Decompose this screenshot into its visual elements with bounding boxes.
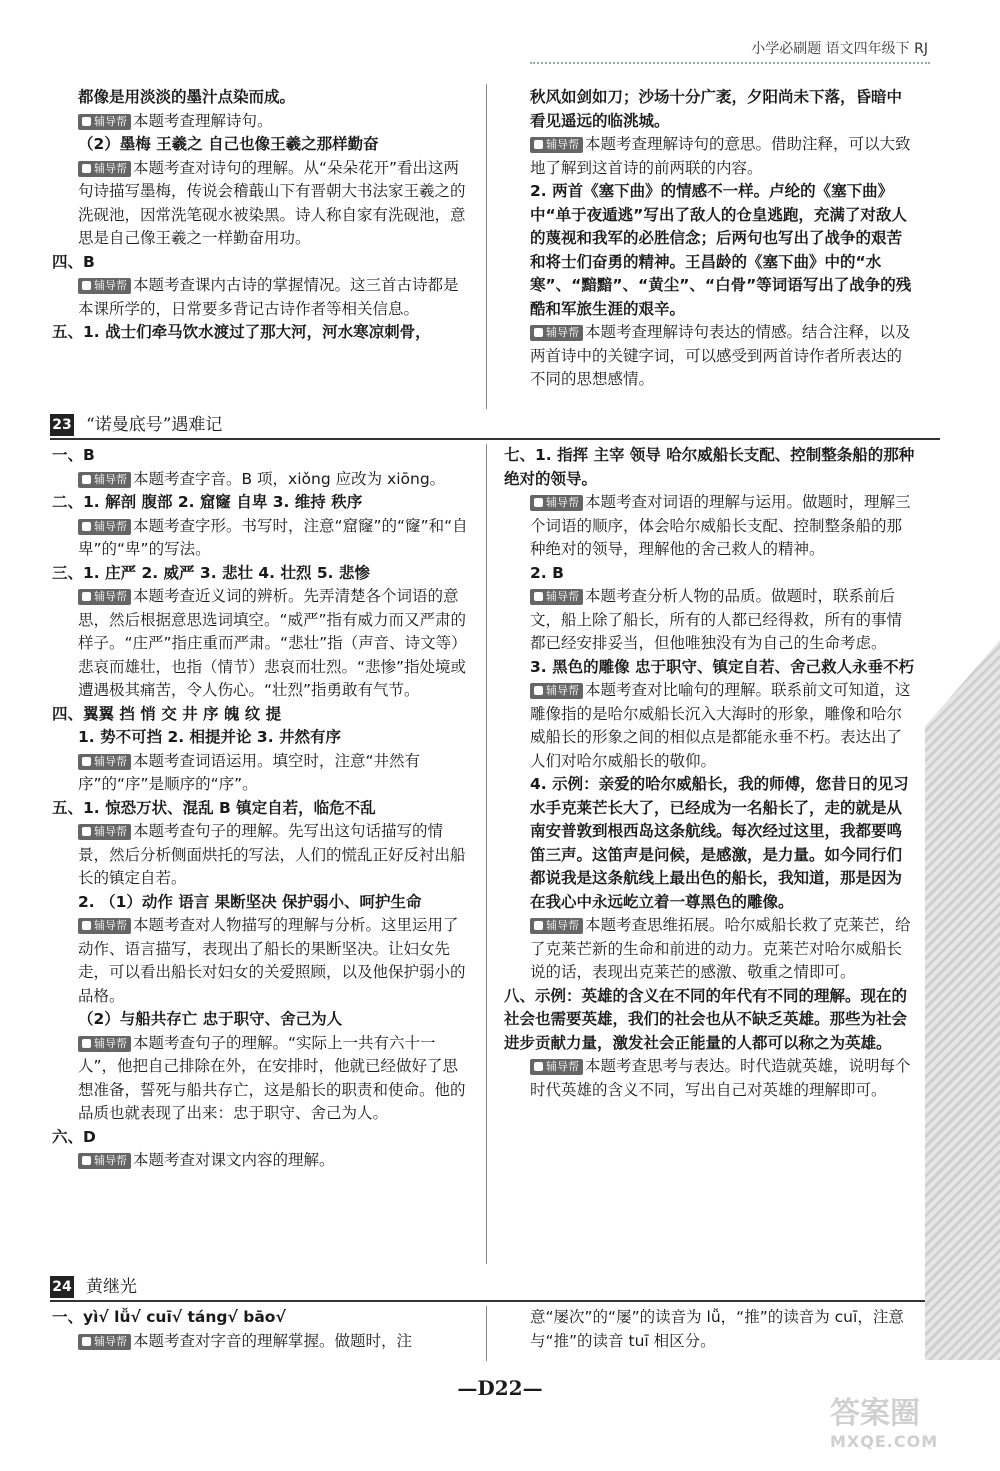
tutor-tag: 辅导帮 [78, 519, 131, 535]
column-divider-bottom [486, 1306, 487, 1361]
tutor-tag: 辅导帮 [78, 114, 131, 130]
tutor-tag: 辅导帮 [78, 824, 131, 840]
decorative-stripe [925, 640, 1000, 1360]
mid-left-column [52, 444, 470, 1173]
tutor-tag: 辅导帮 [530, 137, 583, 153]
tutor-note: 辅导帮 本题考查近义词的辨析。先弄清楚各个词语的意思，然后根据意思选词填空。“威严”指有威力而又严肃的样子。“庄严”指庄重而严肃。“悲壮”指（声音、诗文等）悲哀而雄壮，也指（情节）悲哀而壮烈。“悲惨”指处境或遭遇极其痛苦，令人伤心。“壮烈”指勇敢有气节。 [78, 587, 467, 699]
answer-line: 四、翼翼 挡 悄 交 井 序 魄 纹 提 [52, 704, 282, 723]
answer-line: 3. 黑色的雕像 忠于职守、镇定自若、舍己救人永垂不朽 [530, 657, 914, 676]
answer-line: 一、yì√ lǚ√ cuī√ táng√ bāo√ [52, 1308, 286, 1326]
tutor-tag: 辅导帮 [78, 1334, 131, 1350]
section-header-23 [50, 414, 940, 440]
tutor-tag: 辅导帮 [530, 495, 583, 511]
tutor-note: 辅导帮 本题考查对人物描写的理解与分析。这里运用了动作、语言描写，表现出了船长的果断坚决。让妇女先走，可以看出船长对妇女的关爱照顾，以及他保护弱小的品格。 [78, 916, 466, 1005]
tutor-note: 辅导帮 本题考查思考与表达。时代造就英雄，说明每个时代英雄的含义不同，写出自己对英雄的理解即可。 [530, 1057, 911, 1099]
section-number: 24 [50, 1276, 74, 1298]
tutor-tag: 辅导帮 [78, 278, 131, 294]
answer-line: 都像是用淡淡的墨汁点染而成。 [78, 88, 296, 106]
tutor-tag: 辅导帮 [78, 754, 131, 770]
answer-line: 二、1. 解剖 腹部 2. 窟窿 自卑 3. 维持 秩序 [52, 493, 363, 511]
section-title: “诺曼底号”遇难记 [86, 415, 223, 435]
answer-line: 四、B [52, 252, 95, 271]
answer-line: 五、1. 惊恐万状、混乱 B 镇定自若，临危不乱 [52, 798, 376, 817]
bottom-left-column [52, 1306, 470, 1353]
column-divider-top [486, 84, 487, 409]
tutor-tag: 辅导帮 [530, 589, 583, 605]
tutor-note: 辅导帮 本题考查课内古诗的掌握情况。这三首古诗都是本课所学的，日常要多背记古诗作者等相关信息。 [78, 276, 459, 318]
page-number: —D22— [457, 1376, 543, 1400]
bottom-right-column [504, 1306, 916, 1353]
mid-right-column [504, 444, 916, 1102]
tutor-tag: 辅导帮 [78, 589, 131, 605]
answer-line: 2. 两首《塞下曲》的情感不一样。卢纶的《塞下曲》中“单于夜遁逃”写出了敌人的仓皇逃跑，充满了对敌人的蔑视和我军的必胜信念；后两句也写出了战争的艰苦和将士们奋勇的精神。王昌龄的《塞下曲》中的“水寒”、“黯黯”、“黄尘”、“白骨”等词语写出了战争的残酷和军旅生涯的艰辛。 [530, 182, 912, 318]
answer-line: 三、1. 庄严 2. 威严 3. 悲壮 4. 壮烈 5. 悲惨 [52, 563, 370, 582]
section-title: 黄继光 [86, 1277, 137, 1297]
header-dotted-rule [530, 62, 930, 64]
tutor-tag: 辅导帮 [530, 918, 583, 934]
tutor-note: 辅导帮 本题考查字形。书写时，注意“窟窿”的“窿”和“自卑”的“卑”的写法。 [78, 516, 468, 558]
tutor-tag: 辅导帮 [78, 472, 131, 488]
tutor-tag: 辅导帮 [78, 1036, 131, 1052]
tutor-note: 辅导帮 本题考查词语运用。填空时，注意“井然有序”的“序”是顺序的“序”。 [78, 751, 421, 793]
answer-line: （2）墨梅 王羲之 自己也像王羲之那样勤奋 [78, 135, 379, 153]
tutor-note: 辅导帮 本题考查思维拓展。哈尔威船长救了克莱芒，给了克莱芒新的生命和前进的动力。克莱芒对哈尔威船长说的话，表现出克莱芒的感激、敬重之情即可。 [530, 916, 911, 981]
tutor-note: 辅导帮 本题考查对课文内容的理解。 [52, 1149, 470, 1173]
answer-line: 2. B [530, 563, 564, 582]
tutor-tag: 辅导帮 [530, 1059, 583, 1075]
tutor-note: 辅导帮 本题考查句子的理解。先写出这句话描写的情景，然后分析侧面烘托的写法，人们的慌乱正好反衬出船长的镇定自若。 [78, 822, 466, 887]
tutor-tag: 辅导帮 [78, 918, 131, 934]
answer-line: （2）与船共存亡 忠于职守、舍己为人 [78, 1010, 343, 1028]
section-number: 23 [50, 414, 74, 436]
tutor-note: 辅导帮 本题考查对诗句的理解。从“朵朵花开”看出这两句诗描写墨梅，传说会稽蕺山下有晋朝大书法家王羲之的洗砚池，因常洗笔砚水被染黑。诗人称自家有洗砚池，意思是自己像王羲之一样勤奋用功。 [78, 158, 466, 247]
answer-line: 辅导帮 本题考查对字音的理解掌握。做题时，注 [52, 1330, 470, 1354]
tutor-tag: 辅导帮 [78, 1153, 131, 1169]
top-left-column [52, 86, 470, 345]
tutor-note: 辅导帮 本题考查对词语的理解与运用。做题时，理解三个词语的顺序，体会哈尔威船长支配、控制整条船的那种绝对的领导，理解他的舍己救人的精神。 [530, 493, 911, 558]
tutor-note: 辅导帮 本题考查对比喻句的理解。联系前文可知道，这雕像指的是哈尔威船长沉入大海时的形象，雕像和哈尔威船长的形象之间的相似点是都能永垂不朽。表达出了人们对哈尔威船长的敬仰。 [530, 681, 911, 770]
page-header: 小学必刷题 语文四年级下 RJ [751, 41, 928, 57]
answer-line: 八、示例：英雄的含义在不同的年代有不同的理解。现在的社会也需要英雄，我们的社会也从不缺乏英雄。那些为社会进步贡献力量，激发社会正能量的人都可以称之为英雄。 [504, 986, 908, 1052]
answer-line: 意“屡次”的“屡”的读音为 lǚ，“推”的读音为 cuī，注意与“推”的读音 tuī 相区分。 [530, 1308, 904, 1350]
answer-line: 4. 示例：亲爱的哈尔威船长，我的师傅，您昔日的见习水手克莱芒长大了，已经成为一名船长了，走的就是从南安普敦到根西岛这条航线。每次经过这里，我都要鸣笛三声。这笛声是问候，是感激，是力量。如今同行们都说我是这条航线上最出色的船长，我知道，那是因为在我心中永远屹立着一尊黑色的雕像。 [530, 775, 909, 911]
answer-line: 七、1. 指挥 主宰 领导 哈尔威船长支配、控制整条船的那种绝对的领导。 [504, 446, 915, 488]
tutor-note: 辅导帮 本题考查理解诗句的意思。借助注释，可以大致地了解到这首诗的前两联的内容。 [530, 135, 911, 177]
answer-line: 六、D [52, 1127, 96, 1146]
column-divider-mid [486, 444, 487, 1264]
answer-line: 一、B [52, 446, 95, 464]
section-header-24 [50, 1276, 940, 1302]
tutor-note: 辅导帮 本题考查字音。B 项，xiǒng 应改为 xiōng。 [52, 468, 470, 492]
tutor-tag: 辅导帮 [530, 683, 583, 699]
tutor-tag: 辅导帮 [78, 161, 131, 177]
answer-line: 五、1. 战士们牵马饮水渡过了那大河，河水寒凉刺骨， [52, 323, 431, 341]
tutor-note: 辅导帮 本题考查理解诗句表达的情感。结合注释，以及两首诗中的关键字词，可以感受到两首诗作者所表达的不同的思想感情。 [530, 323, 911, 388]
answer-line: 2. （1）动作 语言 果断坚决 保护弱小、呵护生命 [78, 892, 422, 911]
answer-line: 秋风如剑如刀；沙场十分广袤，夕阳尚未下落，昏暗中看见遥远的临洮城。 [530, 88, 903, 130]
tutor-note: 辅导帮 本题考查句子的理解。“实际上一共有六十一人”，他把自己排除在外，在安排时，他就已经做好了思想准备，誓死与船共存亡，这是船长的职责和使命。他的品质也就表现了出来：忠于职守、舍己为人。 [78, 1033, 466, 1122]
top-right-column [504, 86, 916, 392]
tutor-note: 辅导帮 本题考查理解诗句。 [52, 110, 470, 134]
tutor-note: 辅导帮 本题考查分析人物的品质。做题时，联系前后文，船上除了船长，所有的人都已经得救，所有的事情都已经安排妥当，但他唯独没有为自己的生命考虑。 [530, 587, 903, 652]
tutor-tag: 辅导帮 [530, 325, 583, 341]
watermark-logo: 答案圈 MXQE.COM [830, 1396, 939, 1451]
answer-line: 1. 势不可挡 2. 相提并论 3. 井然有序 [78, 728, 342, 746]
